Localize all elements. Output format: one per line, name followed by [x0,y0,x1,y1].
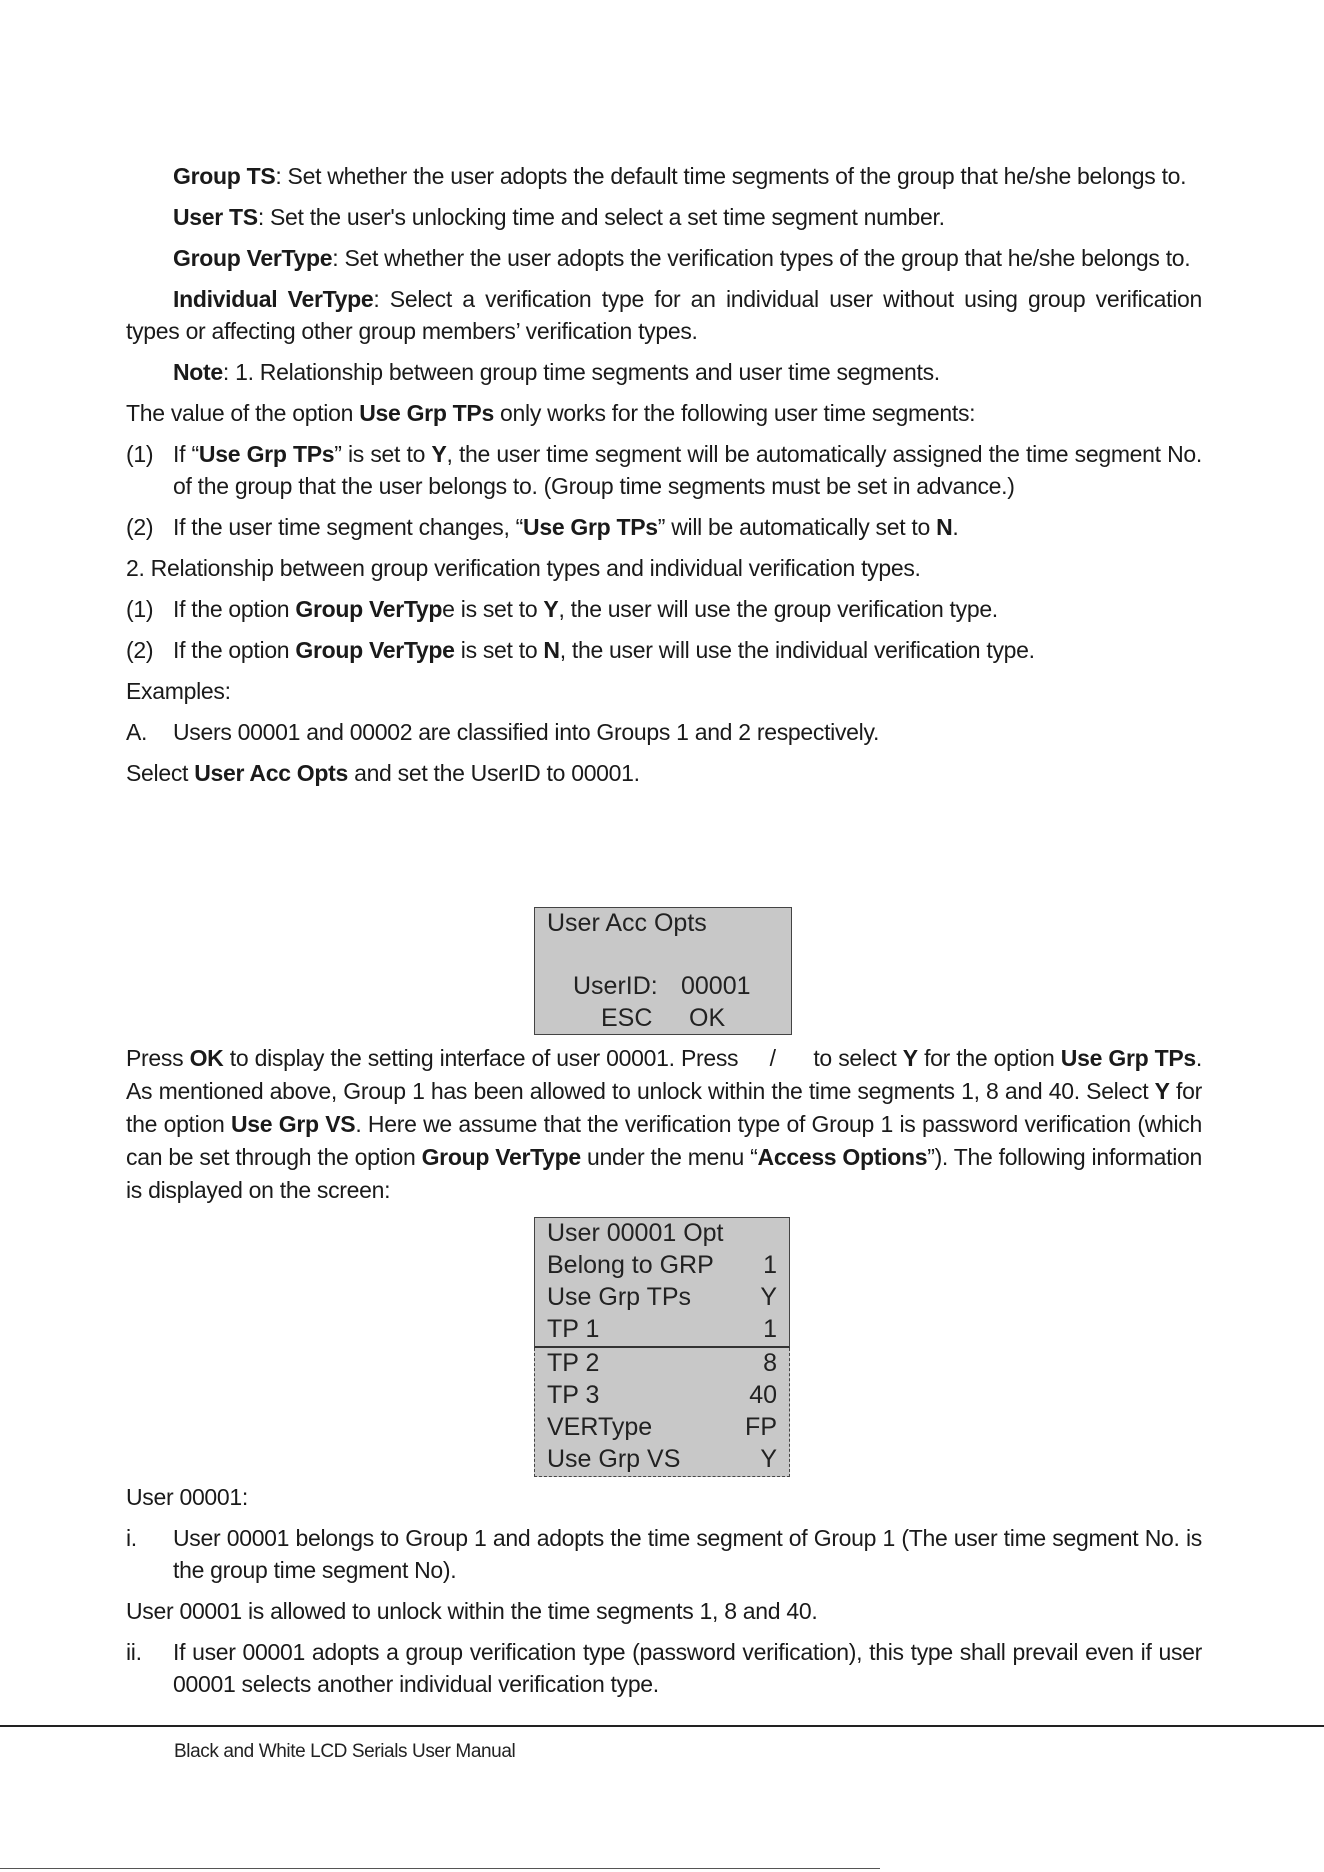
value-y: Y [902,1045,918,1071]
page-bottom-line [0,1868,880,1869]
text: ”). The following information is displayed on the screen: [126,1144,1203,1203]
lcd-visible-rows [534,1217,790,1348]
term-group-vertype: Group VerType [173,245,333,271]
lcd-userid-label: UserID: [573,972,658,1000]
lcd-row-value: 1 [763,1315,777,1343]
text-pre: If the option [173,596,296,622]
para-value-option [126,397,1202,429]
term-use-grp-tps: Use Grp TPs [198,441,335,467]
text-pre: The value of the option [126,400,360,426]
term-use-grp-tps: Use Grp TPs [1060,1045,1196,1071]
text-pre: If “ [173,441,199,467]
item-number: ii. [126,1639,142,1665]
para-examples: Examples: [126,678,231,704]
text-post: , the user time segment will be automatically assigned the time segment No. of the group that the user belongs to. (Group time segments must be set in advance.) [173,441,1203,499]
key-ok: OK [189,1045,224,1071]
lcd-row-value: 8 [763,1349,777,1377]
text: for the option [917,1045,1061,1071]
lcd-row [535,1250,789,1282]
term-group-vertype: Group VerType [295,637,455,663]
item-number: (1) [126,596,154,622]
term-use-grp-tps: Use Grp TPs [523,514,658,540]
para-individual-vertype [126,283,1202,347]
lcd-row-value: Y [760,1445,777,1473]
item-text: Users 00001 and 00002 are classified into Groups 1 and 2 respectively. [173,719,880,745]
term-use-grp-tps: Use Grp TPs [359,400,494,426]
text-pre: If the option [173,637,296,663]
text: to display the setting interface of user 00001. Press / to select [223,1045,903,1071]
lcd-row-value: FP [745,1413,777,1441]
text: . As mentioned above, Group 1 has been allowed to unlock within the time segments 1, 8 and 40. Select [126,1045,1203,1104]
text-post: , the user will use the individual verification type. [559,637,1035,663]
lcd-scroll-rows [534,1348,790,1477]
para-user-label: User 00001: [126,1484,248,1510]
term-individual-vertype: Individual VerType [173,286,374,312]
list-item-a [126,716,1202,748]
term-user-ts: User TS [173,204,258,230]
lcd-row [535,1218,789,1250]
lcd-row-value: Y [760,1283,777,1311]
value-y: Y [1154,1078,1170,1104]
manual-body [126,160,1202,798]
footer-divider [0,1725,1324,1727]
term-group-vertype: Group VerType [421,1144,581,1170]
text-mid: is set to [454,637,544,663]
list-item-2 [126,511,1202,543]
term-user-acc-opts: User Acc Opts [194,760,348,786]
lcd-row [535,1412,789,1444]
manual-body-3 [126,1481,1202,1709]
para-group-ts [126,160,1202,192]
term-group-vertype: Group VerTyp [295,596,443,622]
para-press [126,1042,1202,1207]
item-number: (2) [126,637,154,663]
list-item-4 [126,634,1202,666]
para-note [126,356,1202,388]
lcd-row [535,1444,789,1476]
lcd-row-label: Use Grp VS [547,1445,681,1473]
lcd-title: User Acc Opts [547,909,707,937]
desc-user-ts: : Set the user's unlocking time and select a set time segment number. [257,204,945,230]
desc-group-ts: : Set whether the user adopts the default time segments of the group that he/she belongs to. [275,163,1187,189]
text: . Here we assume that the verification type of Group 1 is password verification (which can be set through the option [126,1111,1203,1170]
term-use-grp-vs: Use Grp VS [230,1111,356,1137]
term-access-options: Access Options [757,1144,928,1170]
item-text: User 00001 belongs to Group 1 and adopts the time segment of Group 1 (The user time segment No. is the group time segment No). [173,1525,1202,1583]
lcd-row [535,1348,789,1380]
lcd-userid-value: 00001 [681,972,751,1000]
item-number: (1) [126,441,154,467]
text-post: only works for the following user time segments: [493,400,976,426]
term-note: Note [173,359,223,385]
value-n: N [936,514,953,540]
list-item-i [126,1522,1202,1586]
lcd-row-value: 1 [763,1251,777,1279]
para-group-vertype [126,242,1202,274]
term-tail: e [442,596,455,622]
text-mid: ” will be automatically set to [657,514,937,540]
lcd-row-label: TP 1 [547,1315,600,1343]
term-group-ts: Group TS [173,163,276,189]
manual-body-2 [126,1042,1202,1216]
list-item-1 [126,438,1202,502]
item-number: (2) [126,514,154,540]
lcd-row [535,1282,789,1314]
para-user-ts [126,201,1202,233]
desc-group-vertype: : Set whether the user adopts the verification types of the group that he/she belongs to. [332,245,1191,271]
lcd-screen-user-opt [534,1217,790,1477]
para-allowed: User 00001 is allowed to unlock within the time segments 1, 8 and 40. [126,1598,818,1624]
text: Press [126,1045,190,1071]
list-item-3 [126,593,1202,625]
lcd-row [535,1314,789,1346]
lcd-row-label: TP 2 [547,1349,600,1377]
text-post: . [952,514,959,540]
lcd-row-value: 40 [749,1381,777,1409]
item-number: i. [126,1525,137,1551]
value-n: N [543,637,560,663]
lcd-row-label: User 00001 Opt [547,1219,724,1247]
lcd-row [535,1380,789,1412]
para-select [126,757,1202,789]
para-relationship-2: 2. Relationship between group verification types and individual verification types. [126,555,921,581]
text: under the menu “ [580,1144,758,1170]
footer-title: Black and White LCD Serials User Manual [174,1741,516,1762]
lcd-row-label: Belong to GRP [547,1251,714,1279]
desc-individual-vertype: : Select a verification type for an individual user without using group verification types or affecting other group members’ verification types. [126,286,1202,344]
desc-note: : 1. Relationship between group time segments and user time segments. [222,359,940,385]
value-y: Y [543,596,559,622]
lcd-esc-label: ESC [601,1004,653,1032]
list-item-ii [126,1636,1202,1700]
text-mid: is set to [454,596,544,622]
lcd-row-label: TP 3 [547,1381,600,1409]
text-post: and set the UserID to 00001. [347,760,640,786]
lcd-ok-label: OK [689,1004,726,1032]
lcd-row-label: VERType [547,1413,653,1441]
item-number: A. [126,719,148,745]
text-pre: Select [126,760,195,786]
text: for the option [126,1078,1202,1137]
lcd-row-label: Use Grp TPs [547,1283,692,1311]
text-post: , the user will use the group verification type. [558,596,998,622]
value-y: Y [431,441,447,467]
lcd-screen-user-acc-opts [534,907,792,1035]
text-mid: ” is set to [334,441,432,467]
item-text: If user 00001 adopts a group verification type (password verification), this type shall prevail even if user 00001 selects another individual verification type. [173,1639,1202,1697]
text-pre: If the user time segment changes, “ [173,514,524,540]
